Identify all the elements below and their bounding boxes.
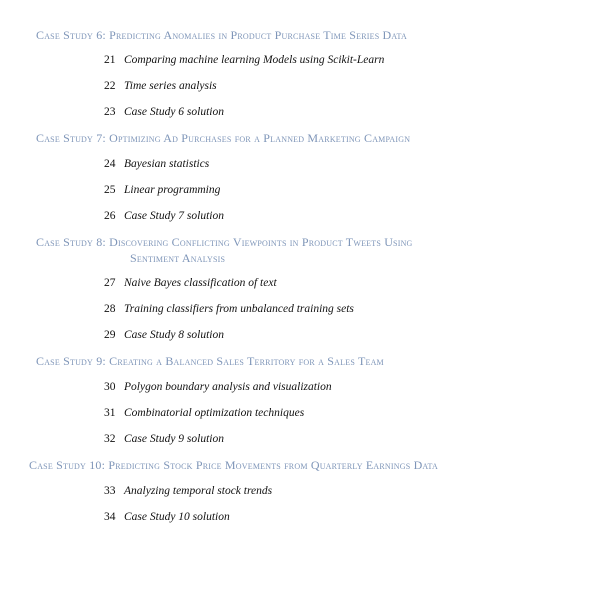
chapter-25-entry[interactable] <box>104 182 220 198</box>
chapter-title: Case Study 7 solution <box>124 210 224 222</box>
chapter-title: Polygon boundary analysis and visualization <box>124 381 332 393</box>
chapter-29-entry[interactable] <box>104 327 224 343</box>
chapter-34-entry[interactable] <box>104 509 230 525</box>
chapter-number: 31 <box>104 407 116 419</box>
chapter-title: Case Study 6 solution <box>124 106 224 118</box>
chapter-26-entry[interactable] <box>104 208 224 224</box>
chapter-23-entry[interactable] <box>104 104 224 120</box>
chapter-number: 32 <box>104 433 116 445</box>
chapter-title: Time series analysis <box>124 80 217 92</box>
chapter-title: Case Study 9 solution <box>124 433 224 445</box>
chapter-21-entry[interactable] <box>104 52 384 68</box>
chapter-title: Case Study 10 solution <box>124 511 230 523</box>
chapter-number: 27 <box>104 277 116 289</box>
chapter-number: 23 <box>104 106 116 118</box>
chapter-number: 25 <box>104 184 116 196</box>
case-study-10-heading: Case Study 10: Predicting Stock Price Movements from Quarterly Earnings Data <box>29 458 438 472</box>
chapter-number: 33 <box>104 485 116 497</box>
chapter-number: 34 <box>104 511 116 523</box>
chapter-31-entry[interactable] <box>104 405 304 421</box>
chapter-title: Combinatorial optimization techniques <box>124 407 305 419</box>
chapter-title: Linear programming <box>124 184 221 196</box>
chapter-number: 26 <box>104 210 116 222</box>
chapter-number: 28 <box>104 303 116 315</box>
chapter-title: Training classifiers from unbalanced training sets <box>124 303 354 315</box>
chapter-number: 21 <box>104 54 116 66</box>
chapter-number: 30 <box>104 381 116 393</box>
chapter-title: Analyzing temporal stock trends <box>124 485 273 497</box>
chapter-title: Comparing machine learning Models using Scikit-Learn <box>124 54 385 66</box>
chapter-28-entry[interactable] <box>104 301 354 317</box>
chapter-title: Case Study 8 solution <box>124 329 224 341</box>
chapter-27-entry[interactable] <box>104 275 277 291</box>
chapter-title: Naive Bayes classification of text <box>124 277 277 289</box>
case-study-8-heading-line1: Case Study 8: Discovering Conflicting Viewpoints in Product Tweets Using <box>36 235 413 249</box>
chapter-30-entry[interactable] <box>104 379 332 395</box>
chapter-number: 24 <box>104 158 116 170</box>
chapter-22-entry[interactable] <box>104 78 217 94</box>
chapter-title: Bayesian statistics <box>124 158 210 170</box>
chapter-33-entry[interactable] <box>104 483 272 499</box>
case-study-6-heading: Case Study 6: Predicting Anomalies in Product Purchase Time Series Data <box>36 28 407 42</box>
case-study-9-heading: Case Study 9: Creating a Balanced Sales Territory for a Sales Team <box>36 354 384 368</box>
case-study-8-heading-line2: Sentiment Analysis <box>130 251 226 265</box>
chapter-number: 29 <box>104 329 116 341</box>
case-study-8-heading <box>36 234 413 266</box>
case-study-7-heading: Case Study 7: Optimizing Ad Purchases for a Planned Marketing Campaign <box>36 131 411 145</box>
chapter-24-entry[interactable] <box>104 156 209 172</box>
chapter-number: 22 <box>104 80 116 92</box>
chapter-32-entry[interactable] <box>104 431 224 447</box>
